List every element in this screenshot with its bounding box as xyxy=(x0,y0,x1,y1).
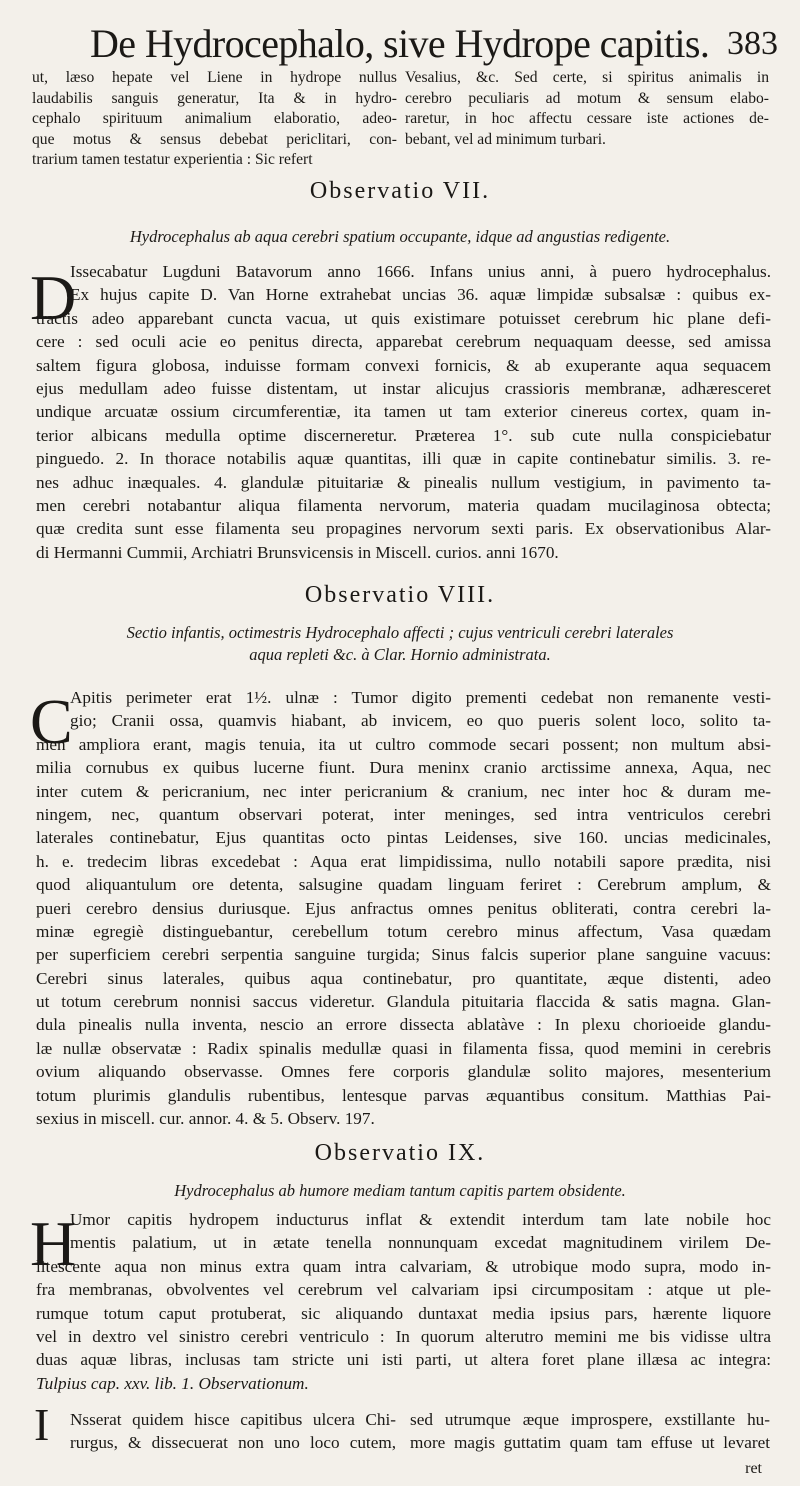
text-line: totum plurimis glandulis rubentibus, lentesque parvas æquantibus consitum. Matthias Pai- xyxy=(36,1085,771,1105)
text-line: terior albicans medulla optime discerneretur. Præterea 1°. sub cute nulla conspiciebatur xyxy=(36,425,771,445)
observation-9-text xyxy=(36,1208,771,1395)
observation-8-text xyxy=(36,686,771,1130)
text-line: milia cornubus ex quibus lucerne fiunt. Dura meninx cranio arctissime annexa, Aqua, nec xyxy=(36,758,771,778)
text-line: sed utrumque æque improspere, exstillante hu- xyxy=(410,1410,770,1429)
text-line: cere : sed oculi acie eo penitus directa, apparebat cerebrum nequaquam deesse, sed amissa xyxy=(36,332,771,352)
text-line: quæ credita sunt esse filamenta seu propagines nervorum sexti paris. Ex observationibus Alar- xyxy=(36,519,771,539)
text-line: ut totum cerebrum nonnisi saccus videretur. Glandula pituitaria flaccida & satis magna. Glan- xyxy=(36,992,771,1012)
catchword: ret xyxy=(745,1460,762,1477)
observation-8-subtitle xyxy=(40,622,760,666)
drop-cap: H xyxy=(30,1208,77,1279)
observation-9-subtitle: Hydrocephalus ab humore mediam tantum capitis partem obsidente. xyxy=(174,1181,626,1200)
text-line: ut, læso hepate vel Liene in hydrope nullus xyxy=(32,69,397,86)
text-line: mentis palatium, ut in ætate tenella nonnunquam excedat magnitudinem virilem De- xyxy=(70,1233,771,1253)
text-line: Umor capitis hydropem inducturus inflat & extendit interdum tam late nobile hoc xyxy=(70,1210,771,1229)
text-line: per superficiem cerebri serpentia sanguine turgida; Sinus falcis superior plane sanguine vacuus: xyxy=(36,945,771,965)
page-number: 383 xyxy=(727,25,778,62)
text-line: Nsserat quidem hisce capitibus ulcera Chi- xyxy=(70,1410,396,1429)
drop-cap: C xyxy=(30,686,73,757)
text-line: men cerebri notabantur aliqua filamenta nervorum, materia quadam mucilaginosa obtecta; xyxy=(36,495,771,515)
text-line: ovium aliquando observasse. Omnes fere corporis glandulæ solito majores, mesenterium xyxy=(36,1062,771,1082)
text-line: men ampliora erant, magis tenuia, ita ut cultro commode secari possent; non multum absi- xyxy=(36,734,771,754)
text-line: rurgus, & dissecuerat non uno loco cutem, xyxy=(70,1433,396,1453)
text-line: nes adhuc inæquales. 4. glandulæ pituitariæ & pinealis nullum vestigium, in pavimento ta- xyxy=(36,472,771,492)
final-left-column xyxy=(36,1408,396,1455)
text-line: fra membranas, obvolventes vel cerebrum vel calvariam ipsi circumpositam : atque ut ple- xyxy=(36,1280,771,1300)
text-line: dula pinealis nulla inventa, nescio an errore dissecta ablatàve : In plexu chorioeide glandu- xyxy=(36,1015,771,1035)
text-line: Tulpius cap. xxv. lib. 1. Observationum. xyxy=(36,1373,309,1393)
text-line: ejus medullam adeo fuisse distentam, ut instar alicujus crassioris membranæ, adhæresceret xyxy=(36,378,771,398)
text-line: more magis guttatim quam tam effuse ut levaret xyxy=(410,1433,770,1453)
text-line: saltem figura globosa, induisse formam convexi fornicis, & ab exuperante aqua sequacem xyxy=(36,355,771,375)
text-line: læ nullæ observatæ : Radix spinalis medullæ quasi in filamenta fissa, quod memini in cerebris xyxy=(36,1038,771,1058)
text-line: Issecabatur Lugduni Batavorum anno 1666. Infans unius anni, à puero hydrocephalus. xyxy=(70,262,771,281)
text-line: laudabilis sanguis generatur, Ita & in hydro- xyxy=(32,89,397,107)
text-line: Apitis perimeter erat 1½. ulnæ : Tumor digito prementi cedebat non remanente vesti- xyxy=(70,688,771,707)
observation-8-title: Observatio VIII. xyxy=(304,582,496,608)
drop-cap: I xyxy=(34,1399,50,1450)
text-line: pinguedo. 2. In thorace notabilis aquæ quantitas, illi quæ in capite continebatur similis. 3. re- xyxy=(36,449,771,469)
intro-right-column xyxy=(405,68,769,150)
text-line: quod aliquantulum ore detenta, salsugine quadam linguam feriret : Cerebrum amplum, & xyxy=(36,875,771,895)
observation-7-title: Observatio VII. xyxy=(309,178,491,204)
text-line: Vesalius, &c. Sed certe, si spiritus animalis in xyxy=(405,69,769,86)
text-line: vel in dextro vel sinistro cerebri ventriculo : In quorum alterutro memini me bis vidisse ultra xyxy=(36,1326,771,1346)
text-line: cephalo spirituum animalium elaboratio, adeo- xyxy=(32,110,397,127)
text-line: laterales continebatur, Ejus quantitas octo pintas Leidenses, sive 160. uncias medicinales, xyxy=(36,828,771,848)
intro-left-column xyxy=(32,68,397,171)
observation-9-title: Observatio IX. xyxy=(314,1140,486,1166)
text-line: sexius in miscell. cur. annor. 4. & 5. Observ. 197. xyxy=(36,1109,375,1129)
text-line: Cerebri sinus laterales, quibus aqua continebatur, pro quantitate, æque distenti, adeo xyxy=(36,968,771,988)
text-line: ningem, nec, quantum observari poterat, inter meninges, sed intra ventriculos cerebri xyxy=(36,804,771,824)
text-line: litescente aqua non minus extra quam intra calvariam, & utrobique modo supra, modo in- xyxy=(36,1256,771,1276)
subtitle-line: Sectio infantis, octimestris Hydrocephalo affecti ; cujus ventriculi cerebri laterales xyxy=(126,623,674,642)
text-line: h. e. tredecim libras excedebat : Aqua erat limpidissima, nullo notabili sapore prædita, nisi xyxy=(36,851,771,871)
text-line: cerebro peculiaris ad motum & sensum elabo- xyxy=(405,89,769,107)
text-line: Ex hujus capite D. Van Horne extrahebat uncias 36. aquæ limpidæ subsalsæ : quibus ex- xyxy=(70,285,771,305)
text-line: rumque totum caput protuberat, sic aliquando duntaxat media ipsius pars, hærente liquore xyxy=(36,1303,771,1323)
observation-7-text xyxy=(36,260,771,564)
drop-cap: D xyxy=(30,262,77,333)
text-line: raretur, in hoc affectu cessare iste actiones de- xyxy=(405,110,769,127)
observation-7-subtitle: Hydrocephalus ab aqua cerebri spatium occupante, idque ad angustias redigente. xyxy=(129,227,671,246)
text-line: inter cutem & pericranium, nec inter pericranium & cranium, nec inter hoc & duram me- xyxy=(36,781,771,801)
running-title: De Hydrocephalo, sive Hydrope capitis. xyxy=(90,21,710,66)
text-line: di Hermanni Cummii, Archiatri Brunsvicensis in Miscell. curios. anni 1670. xyxy=(36,542,559,562)
final-right-column xyxy=(410,1408,770,1455)
text-line: trarium tamen testatur experientia : Sic refert xyxy=(32,151,313,168)
text-line: bebant, vel ad minimum turbari. xyxy=(405,130,606,148)
text-line: minæ egregiè distinguebantur, cerebellum totum cerebro minus affectum, Vasa quædam xyxy=(36,921,771,941)
text-line: duas aquæ libras, inclusas tam stricte uni isti parti, ut altera foret plane illæsa ac integra: xyxy=(36,1350,771,1370)
subtitle-line: aqua repleti &c. à Clar. Hornio administrata. xyxy=(249,645,551,664)
text-line: tractis adeo apparebant cuncta vacua, ut quis existimare potuisset cerebrum hic plane defi- xyxy=(36,308,771,328)
text-line: pueri cerebro densius duriusque. Ejus anfractus omnes penitus obliterati, contra cerebri la- xyxy=(36,898,771,918)
page-header xyxy=(0,14,800,74)
text-line: gio; Cranii ossa, quamvis hiabant, ab invicem, eo quo pueris solent loco, solito ta- xyxy=(70,711,771,731)
text-line: undique arcuatæ ossium circumferentiæ, ita tamen ut tam exterior cinereus cortex, quam in- xyxy=(36,402,771,422)
text-line: que motus & sensus debebat periclitari, con- xyxy=(32,130,397,148)
